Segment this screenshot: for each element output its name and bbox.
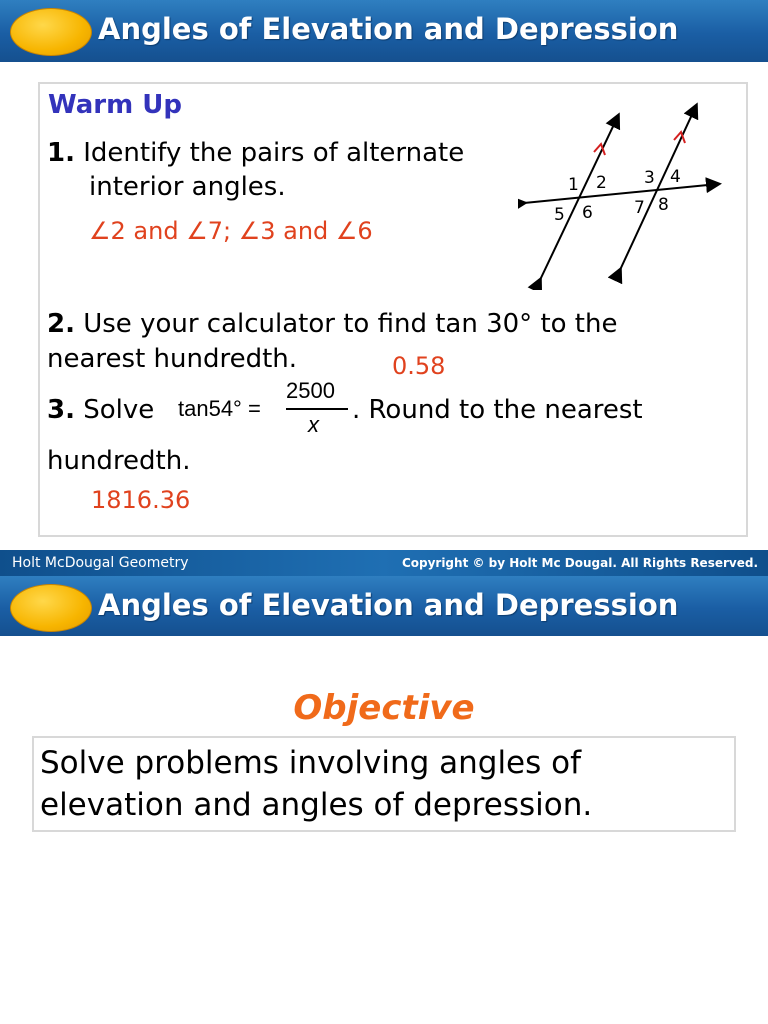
header-bar: [0, 0, 768, 62]
question-2-number: 2.: [47, 309, 75, 339]
question-3-number: 3.: [47, 395, 75, 425]
header-oval-logo: [10, 584, 92, 632]
fraction-bar: [286, 408, 348, 410]
angle-label-4: 4: [670, 167, 681, 187]
question-2-answer: 0.58: [392, 352, 446, 380]
objective-heading: Objective: [293, 688, 475, 728]
question-2-text: Use your calculator to find tan 30° to the: [83, 309, 618, 339]
question-2-line-2: nearest hundredth.: [47, 344, 298, 374]
header-oval-logo: [10, 8, 92, 56]
question-3-solve: Solve: [83, 395, 155, 425]
equation-numerator: 2500: [286, 378, 335, 403]
slide-title: Angles of Elevation and Depression: [98, 588, 679, 622]
question-2-line-1: [47, 307, 617, 341]
transversal-diagram: [518, 100, 724, 290]
question-3-answer: 1816.36: [91, 486, 191, 514]
question-1-text: Identify the pairs of alternate: [83, 138, 465, 168]
question-1-line-1: [47, 136, 464, 170]
transversal-line: [524, 184, 718, 203]
equation-denominator: x: [308, 412, 319, 437]
equation-lhs: tan54° =: [178, 396, 261, 421]
question-1-answer: ∠2 and ∠7; ∠3 and ∠6: [89, 217, 373, 245]
question-1-number: 1.: [47, 138, 75, 168]
footer-copyright: Copyright © by Holt Mc Dougal. All Rights Reserved.: [401, 556, 758, 570]
angle-label-3: 3: [644, 168, 655, 188]
slide-objective: [0, 576, 768, 1024]
question-3-line-2: hundredth.: [47, 446, 191, 476]
parallel-line-left: [540, 116, 618, 280]
slide-title: Angles of Elevation and Depression: [98, 12, 679, 46]
angle-label-1: 1: [568, 175, 579, 195]
angle-label-6: 6: [582, 203, 593, 223]
angle-label-5: 5: [554, 205, 565, 225]
tan-equation: [178, 378, 354, 440]
question-1-line-2: interior angles.: [89, 172, 286, 202]
angle-label-8: 8: [658, 195, 669, 215]
angle-label-7: 7: [634, 198, 645, 218]
warm-up-heading: Warm Up: [48, 90, 182, 120]
footer-bar: [0, 550, 768, 576]
angle-label-2: 2: [596, 173, 607, 193]
question-3-rest: . Round to the nearest: [352, 395, 643, 425]
objective-text: Solve problems involving angles of elevation and angles of depression.: [40, 745, 593, 823]
footer-course: Holt McDougal Geometry: [12, 555, 189, 571]
header-bar: [0, 576, 768, 636]
question-3-line-1: [47, 393, 154, 427]
